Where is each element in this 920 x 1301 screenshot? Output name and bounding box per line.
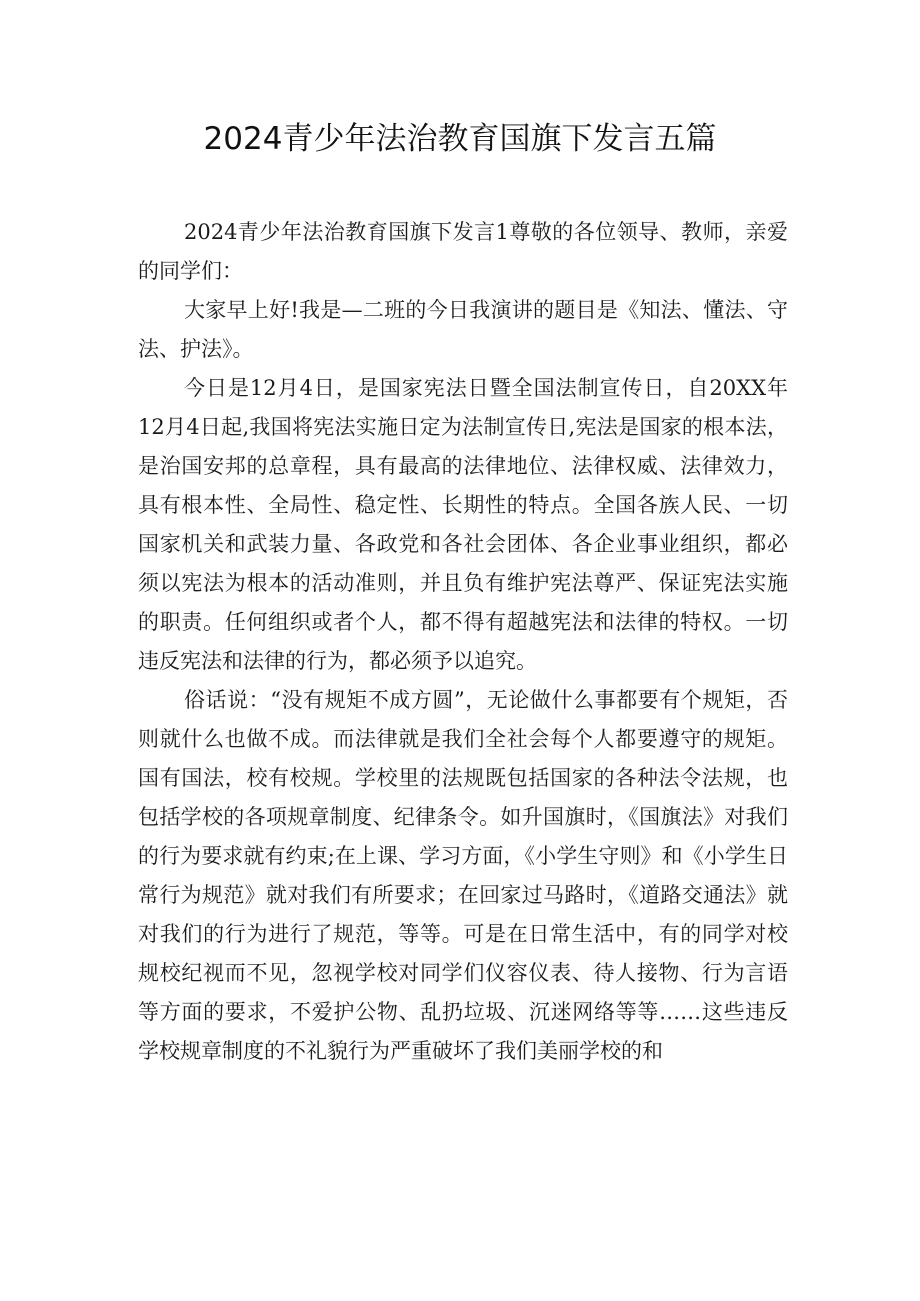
paragraph-constitution-day: 今日是12月4日，是国家宪法日暨全国法制宣传日，自20XX年12月4日起,我国将宪法实施日定为法制宣传日,宪法是国家的根本法，是治国安邦的总章程，具有最高的法律地位、法律权威、法律效力，具有根本性、全局性、稳定性、长期性的特点。全国各族人民、一切国家机关和武装力量、各政党和各社会团体、各企业事业组织，都必须以宪法为根本的活动准则，并且负有维护宪法尊严、保证宪法实施的职责。任何组织或者个人，都不得有超越宪法和法律的特权。一切违反宪法和法律的行为，都必须予以追究。 [138, 376, 788, 673]
document-title: 2024青少年法治教育国旗下发言五篇 [203, 121, 717, 157]
paragraph-intro: 大家早上好!我是—二班的今日我演讲的题目是《知法、懂法、守法、护法》。 [138, 298, 788, 361]
paragraph-rules: 俗话说：“没有规矩不成方圆”，无论做什么事都要有个规矩，否则就什么也做不成。而法律就是我们全社会每个人都要遵守的规矩。国有国法，校有校规。学校里的法规既包括国家的各种法令法规，也包括学校的各项规章制度、纪律条令。如升国旗时，《国旗法》对我们的行为要求就有约束;在上课、学习方面，《小学生守则》和《小学生日常行为规范》就对我们有所要求；在回家过马路时，《道路交通法》就对我们的行为进行了规范，等等。可是在日常生活中，有的同学对校规校纪视而不见，忽视学校对同学们仪容仪表、待人接物、行为言语等方面的要求，不爱护公物、乱扔垃圾、沉迷网络等等……这些违反学校规章制度的不礼貌行为严重破坏了我们美丽学校的和 [138, 688, 788, 1063]
paragraph-greeting: 2024青少年法治教育国旗下发言1尊敬的各位领导、教师，亲爱的同学们： [138, 220, 788, 283]
document-body [138, 213, 788, 1071]
